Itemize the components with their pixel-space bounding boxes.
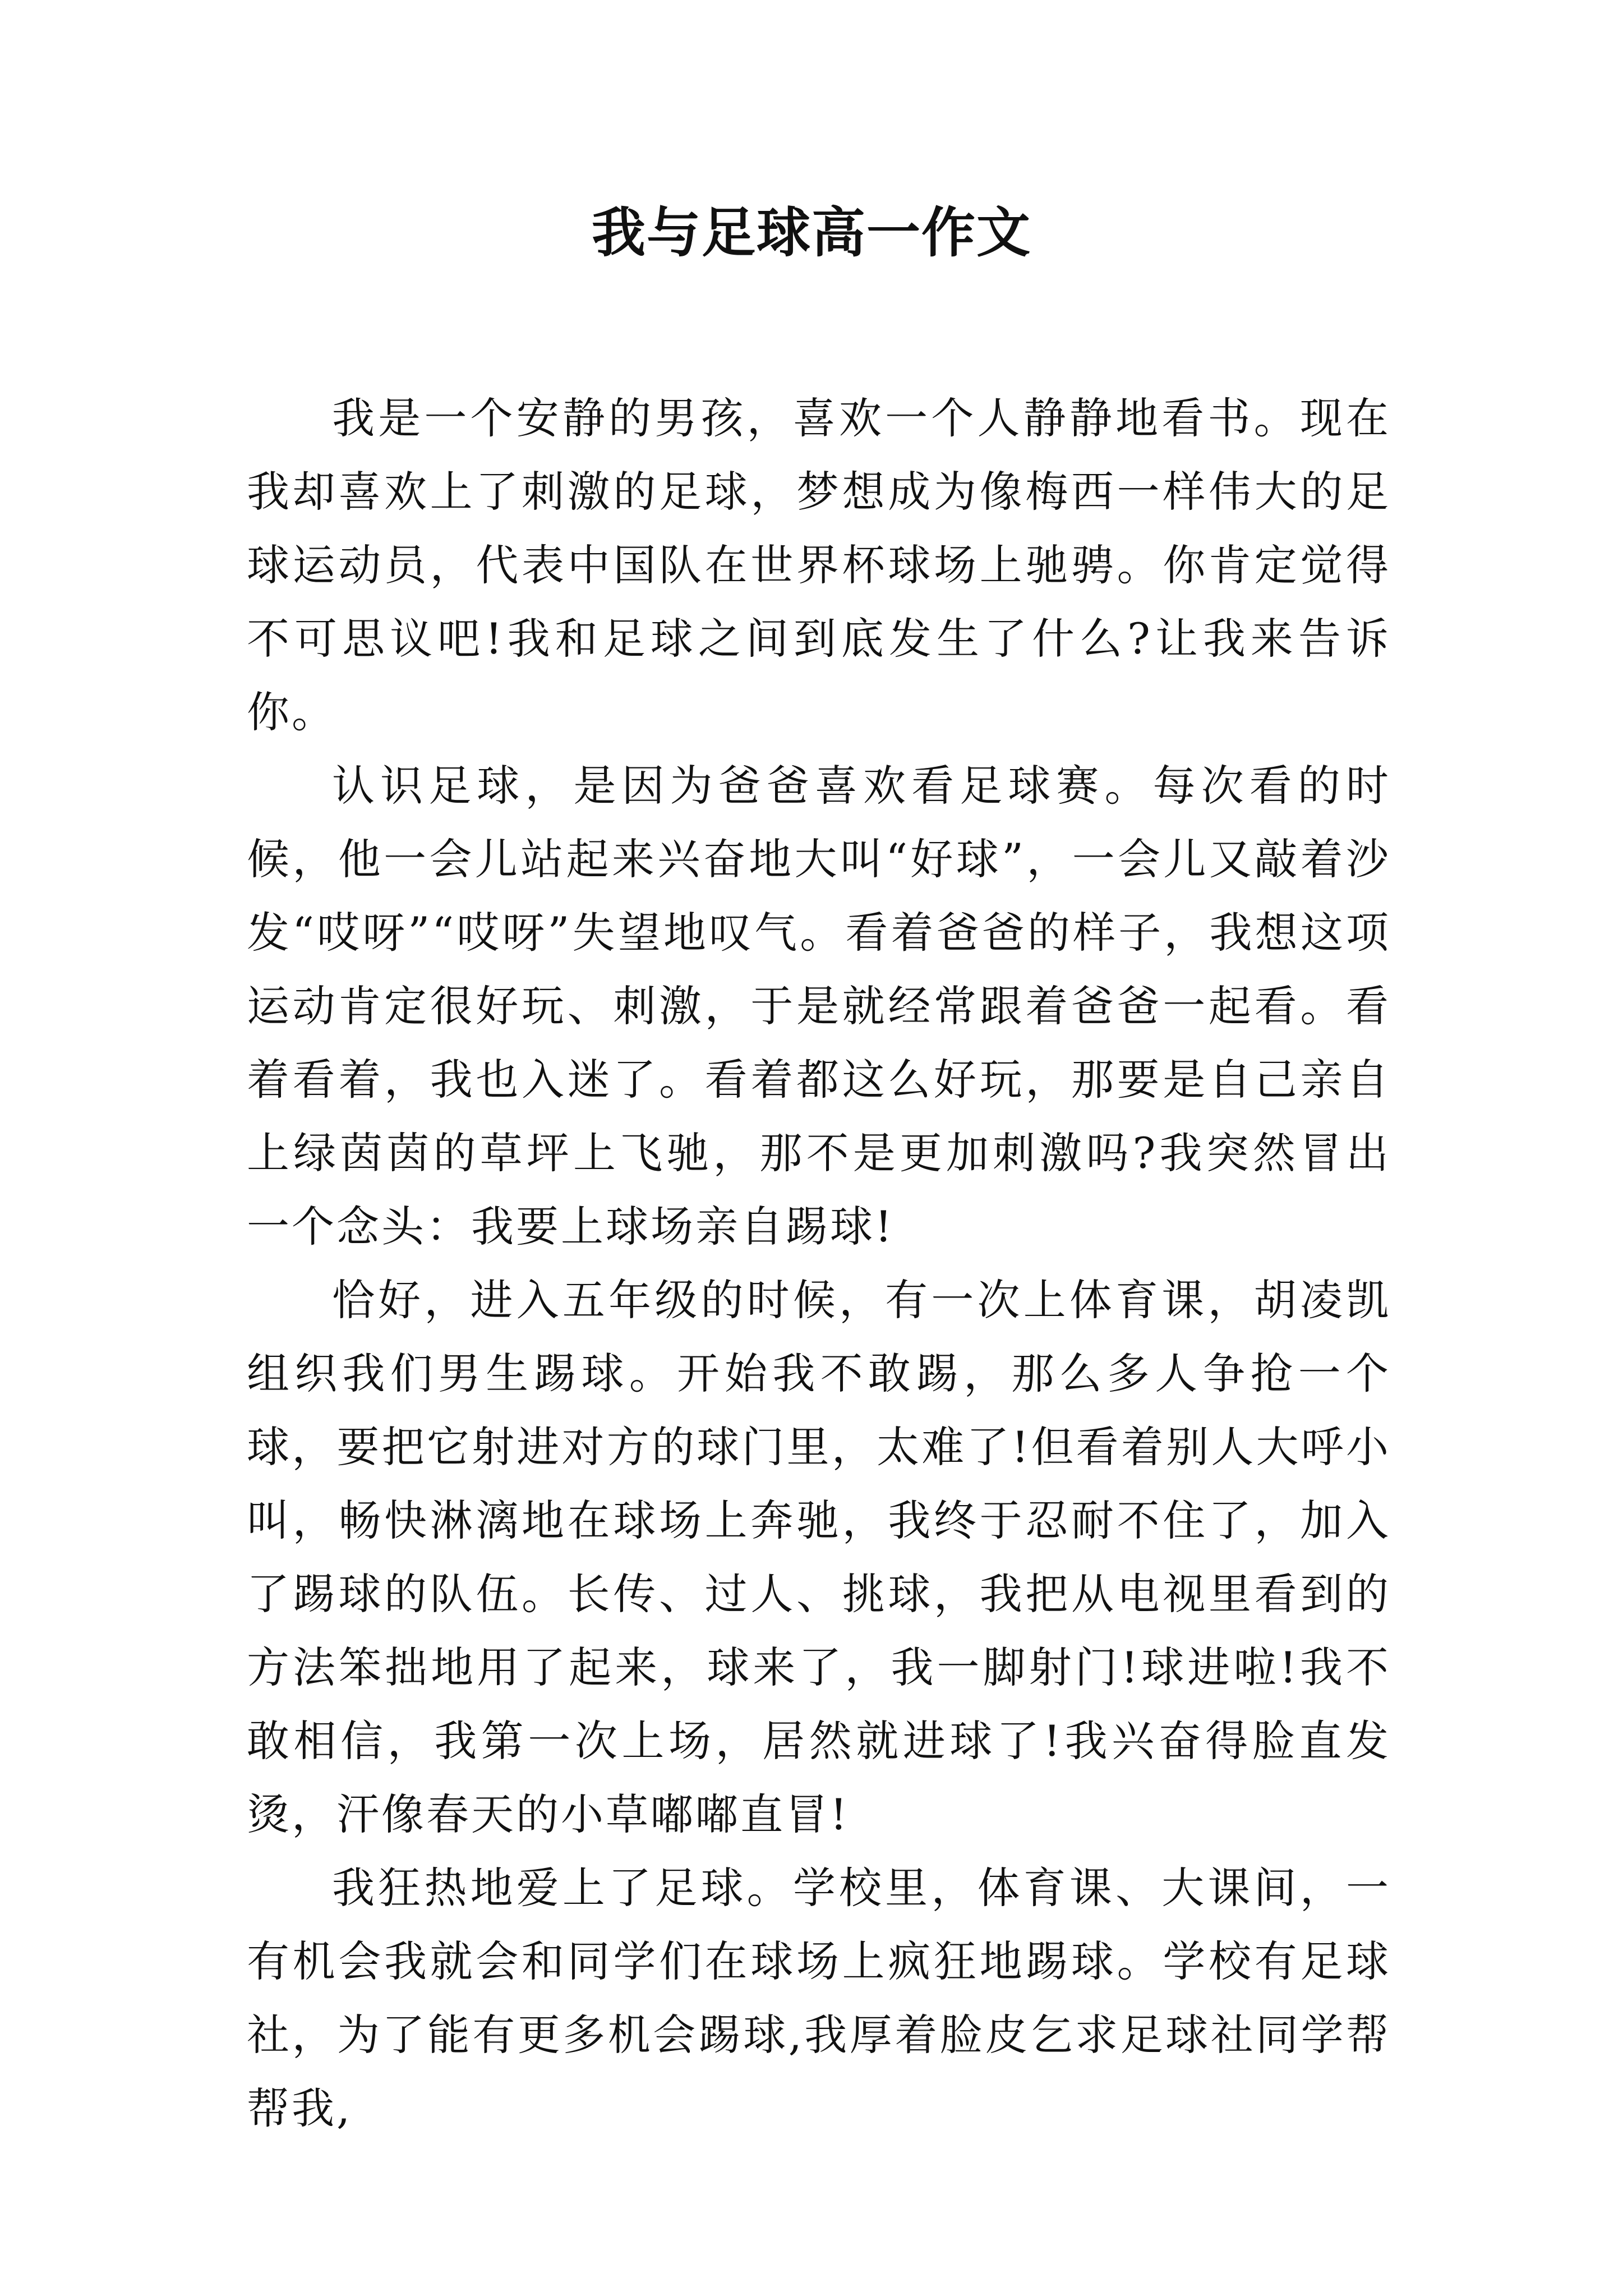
paragraph-2: 认识足球，是因为爸爸喜欢看足球赛。每次看的时候，他一会儿站起来兴奋地大叫“好球”，一会儿又敲着沙发“哎呀”“哎呀”失望地叹气。看着爸爸的样子，我想这项运动肯定很好玩、刺激，于是就经常跟着爸爸一起看。看着看着，我也入迷了。看着都这么好玩，那要是自己亲自上绿茵茵的草坪上飞驰，那不是更加刺激吗?我突然冒出一个念头：我要上球场亲自踢球! <box>247 761 1391 1251</box>
paragraph-3: 恰好，进入五年级的时候，有一次上体育课，胡凌凯组织我们男生踢球。开始我不敢踢，那么多人争抢一个球，要把它射进对方的球门里，太难了!但看着别人大呼小叫，畅快淋漓地在球场上奔驰，我终于忍耐不住了，加入了踢球的队伍。长传、过人、挑球，我把从电视里看到的方法笨拙地用了起来，球来了，我一脚射门!球进啦!我不敢相信，我第一次上场，居然就进球了!我兴奋得脸直发烫，汗像春天的小草嘟嘟直冒! <box>247 1275 1391 1839</box>
paragraph-4: 我狂热地爱上了足球。学校里，体育课、大课间，一有机会我就会和同学们在球场上疯狂地踢球。学校有足球社，为了能有更多机会踢球,我厚着脸皮乞求足球社同学帮帮我, <box>247 1863 1391 2133</box>
paragraph-1: 我是一个安静的男孩，喜欢一个人静静地看书。现在我却喜欢上了刺激的足球，梦想成为像梅西一样伟大的足球运动员，代表中国队在世界杯球场上驰骋。你肯定觉得不可思议吧!我和足球之间到底发生了什么?让我来告诉你。 <box>247 393 1391 737</box>
document-body <box>247 381 1391 2145</box>
document-title: 我与足球高一作文 <box>592 201 1031 264</box>
